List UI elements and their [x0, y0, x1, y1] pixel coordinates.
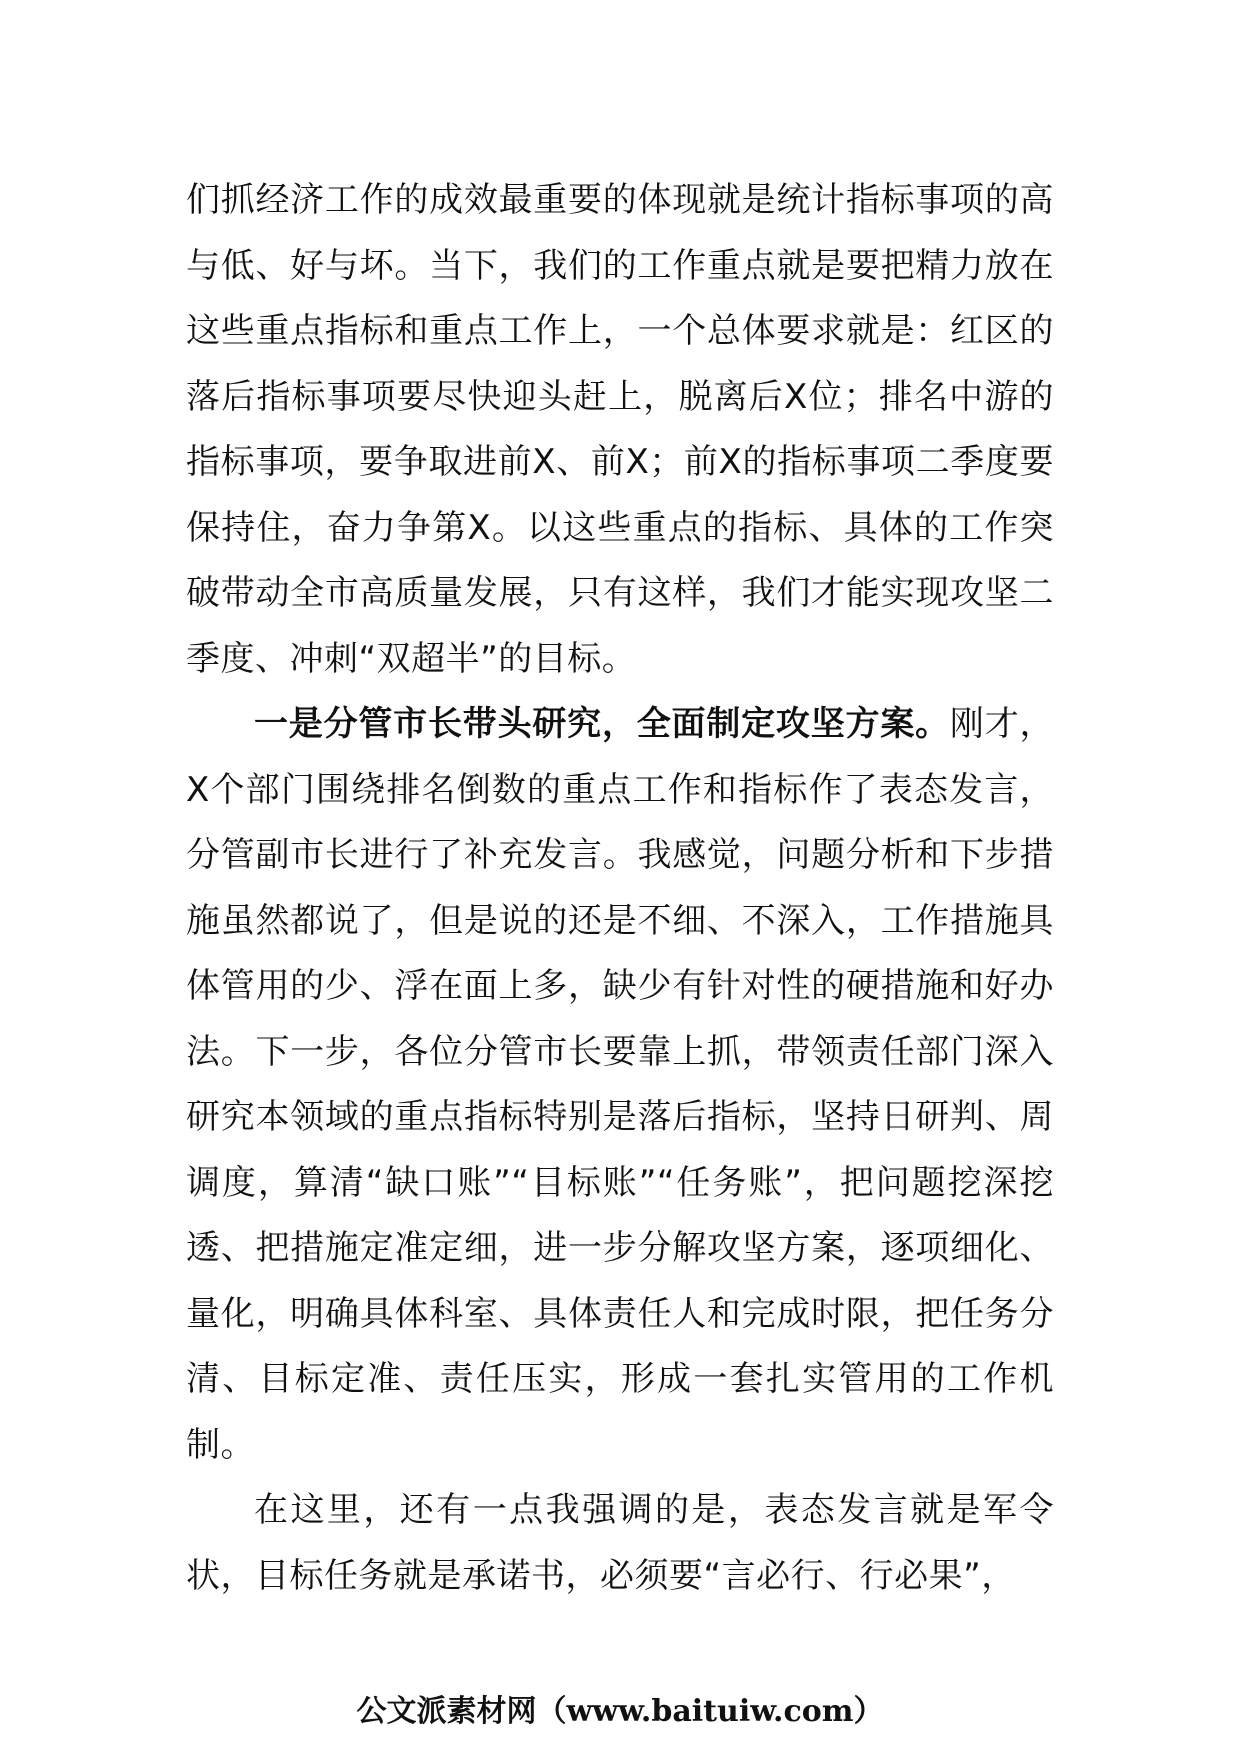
paragraph-emphasis	[186, 1478, 1054, 1609]
paragraph-text: 们抓经济工作的成效最重要的体现就是统计指标事项的高与低、好与坏。当下，我们的工作重点就是要把精力放在这些重点指标和重点工作上，一个总体要求就是：红区的落后指标事项要尽快迎头赶上，脱离后X位；排名中游的指标事项，要争取进前X、前X；前X的指标事项二季度要保持住，奋力争第X。以这些重点的指标、具体的工作突破带动全市高质量发展，只有这样，我们才能实现攻坚二季度、冲刺“双超半”的目标。	[186, 180, 1054, 679]
paragraph-point-one	[186, 692, 1054, 1478]
paragraph-continuation	[186, 168, 1054, 692]
paragraph-text: 在这里，还有一点我强调的是，表态发言就是军令状，目标任务就是承诺书，必须要“言必行、行必果”，	[186, 1490, 1054, 1596]
footer-watermark: 公文派素材网（www.baituiw.com）	[356, 1694, 884, 1729]
document-body	[186, 168, 1054, 1609]
paragraph-text: 刚才，X个部门围绕排名倒数的重点工作和指标作了表态发言，分管副市长进行了补充发言。我感觉，问题分析和下步措施虽然都说了，但是说的还是不细、不深入，工作措施具体管用的少、浮在面上多，缺少有针对性的硬措施和好办法。下一步，各位分管市长要靠上抓，带领责任部门深入研究本领域的重点指标特别是落后指标，坚持日研判、周调度，算清“缺口账”“目标账”“任务账”，把问题挖深挖透、把措施定准定细，进一步分解攻坚方案，逐项细化、量化，明确具体科室、具体责任人和完成时限，把任务分清、目标定准、责任压实，形成一套扎实管用的工作机制。	[186, 704, 1055, 1465]
paragraph-lead-heading: 一是分管市长带头研究，全面制定攻坚方案。	[254, 704, 950, 744]
